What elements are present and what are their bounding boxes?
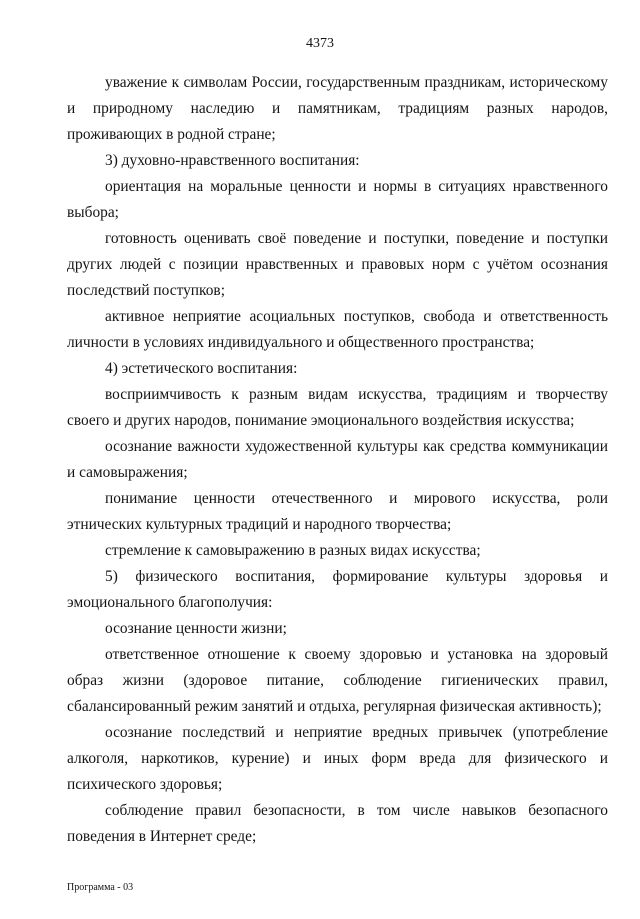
paragraph: ориентация на моральные ценности и нормы в ситуациях нравственного выбора; <box>67 178 608 221</box>
section-heading: 5) физического воспитания, формирование культуры здоровья и эмоционального благополучия: <box>67 568 608 611</box>
paragraph: осознание ценности жизни; <box>105 620 287 637</box>
paragraph: восприимчивость к разным видам искусства, традициям и творчеству своего и других народов, понимание эмоционального воздействия искусства; <box>67 386 608 429</box>
paragraph: соблюдение правил безопасности, в том числе навыков безопасного поведения в Интернет среде; <box>67 802 608 845</box>
page-number: 4373 <box>306 36 334 51</box>
footer-label: Программа - 03 <box>67 882 134 893</box>
paragraph: готовность оценивать своё поведение и поступки, поведение и поступки других людей с позиции нравственных и правовых норм с учётом осознания последствий поступков; <box>67 230 608 299</box>
paragraph: уважение к символам России, государственным праздникам, историческому и природному наследию и памятникам, традициям разных народов, проживающих в родной стране; <box>67 74 608 143</box>
section-heading: 3) духовно-нравственного воспитания: <box>105 152 360 169</box>
document-body <box>67 70 608 850</box>
paragraph: активное неприятие асоциальных поступков, свобода и ответственность личности в условиях индивидуального и общественного пространства; <box>67 308 608 351</box>
section-heading: 4) эстетического воспитания: <box>105 360 298 377</box>
paragraph: стремление к самовыражению в разных видах искусства; <box>105 542 481 559</box>
paragraph: ответственное отношение к своему здоровью и установка на здоровый образ жизни (здоровое питание, соблюдение гигиенических правил, сбалансированный режим занятий и отдыха, регулярная физическая активность); <box>67 646 608 715</box>
paragraph: осознание важности художественной культуры как средства коммуникации и самовыражения; <box>67 438 608 481</box>
paragraph: осознание последствий и неприятие вредных привычек (употребление алкоголя, наркотиков, курение) и иных форм вреда для физического и психического здоровья; <box>67 724 608 793</box>
paragraph: понимание ценности отечественного и мирового искусства, роли этнических культурных традиций и народного творчества; <box>67 490 608 533</box>
